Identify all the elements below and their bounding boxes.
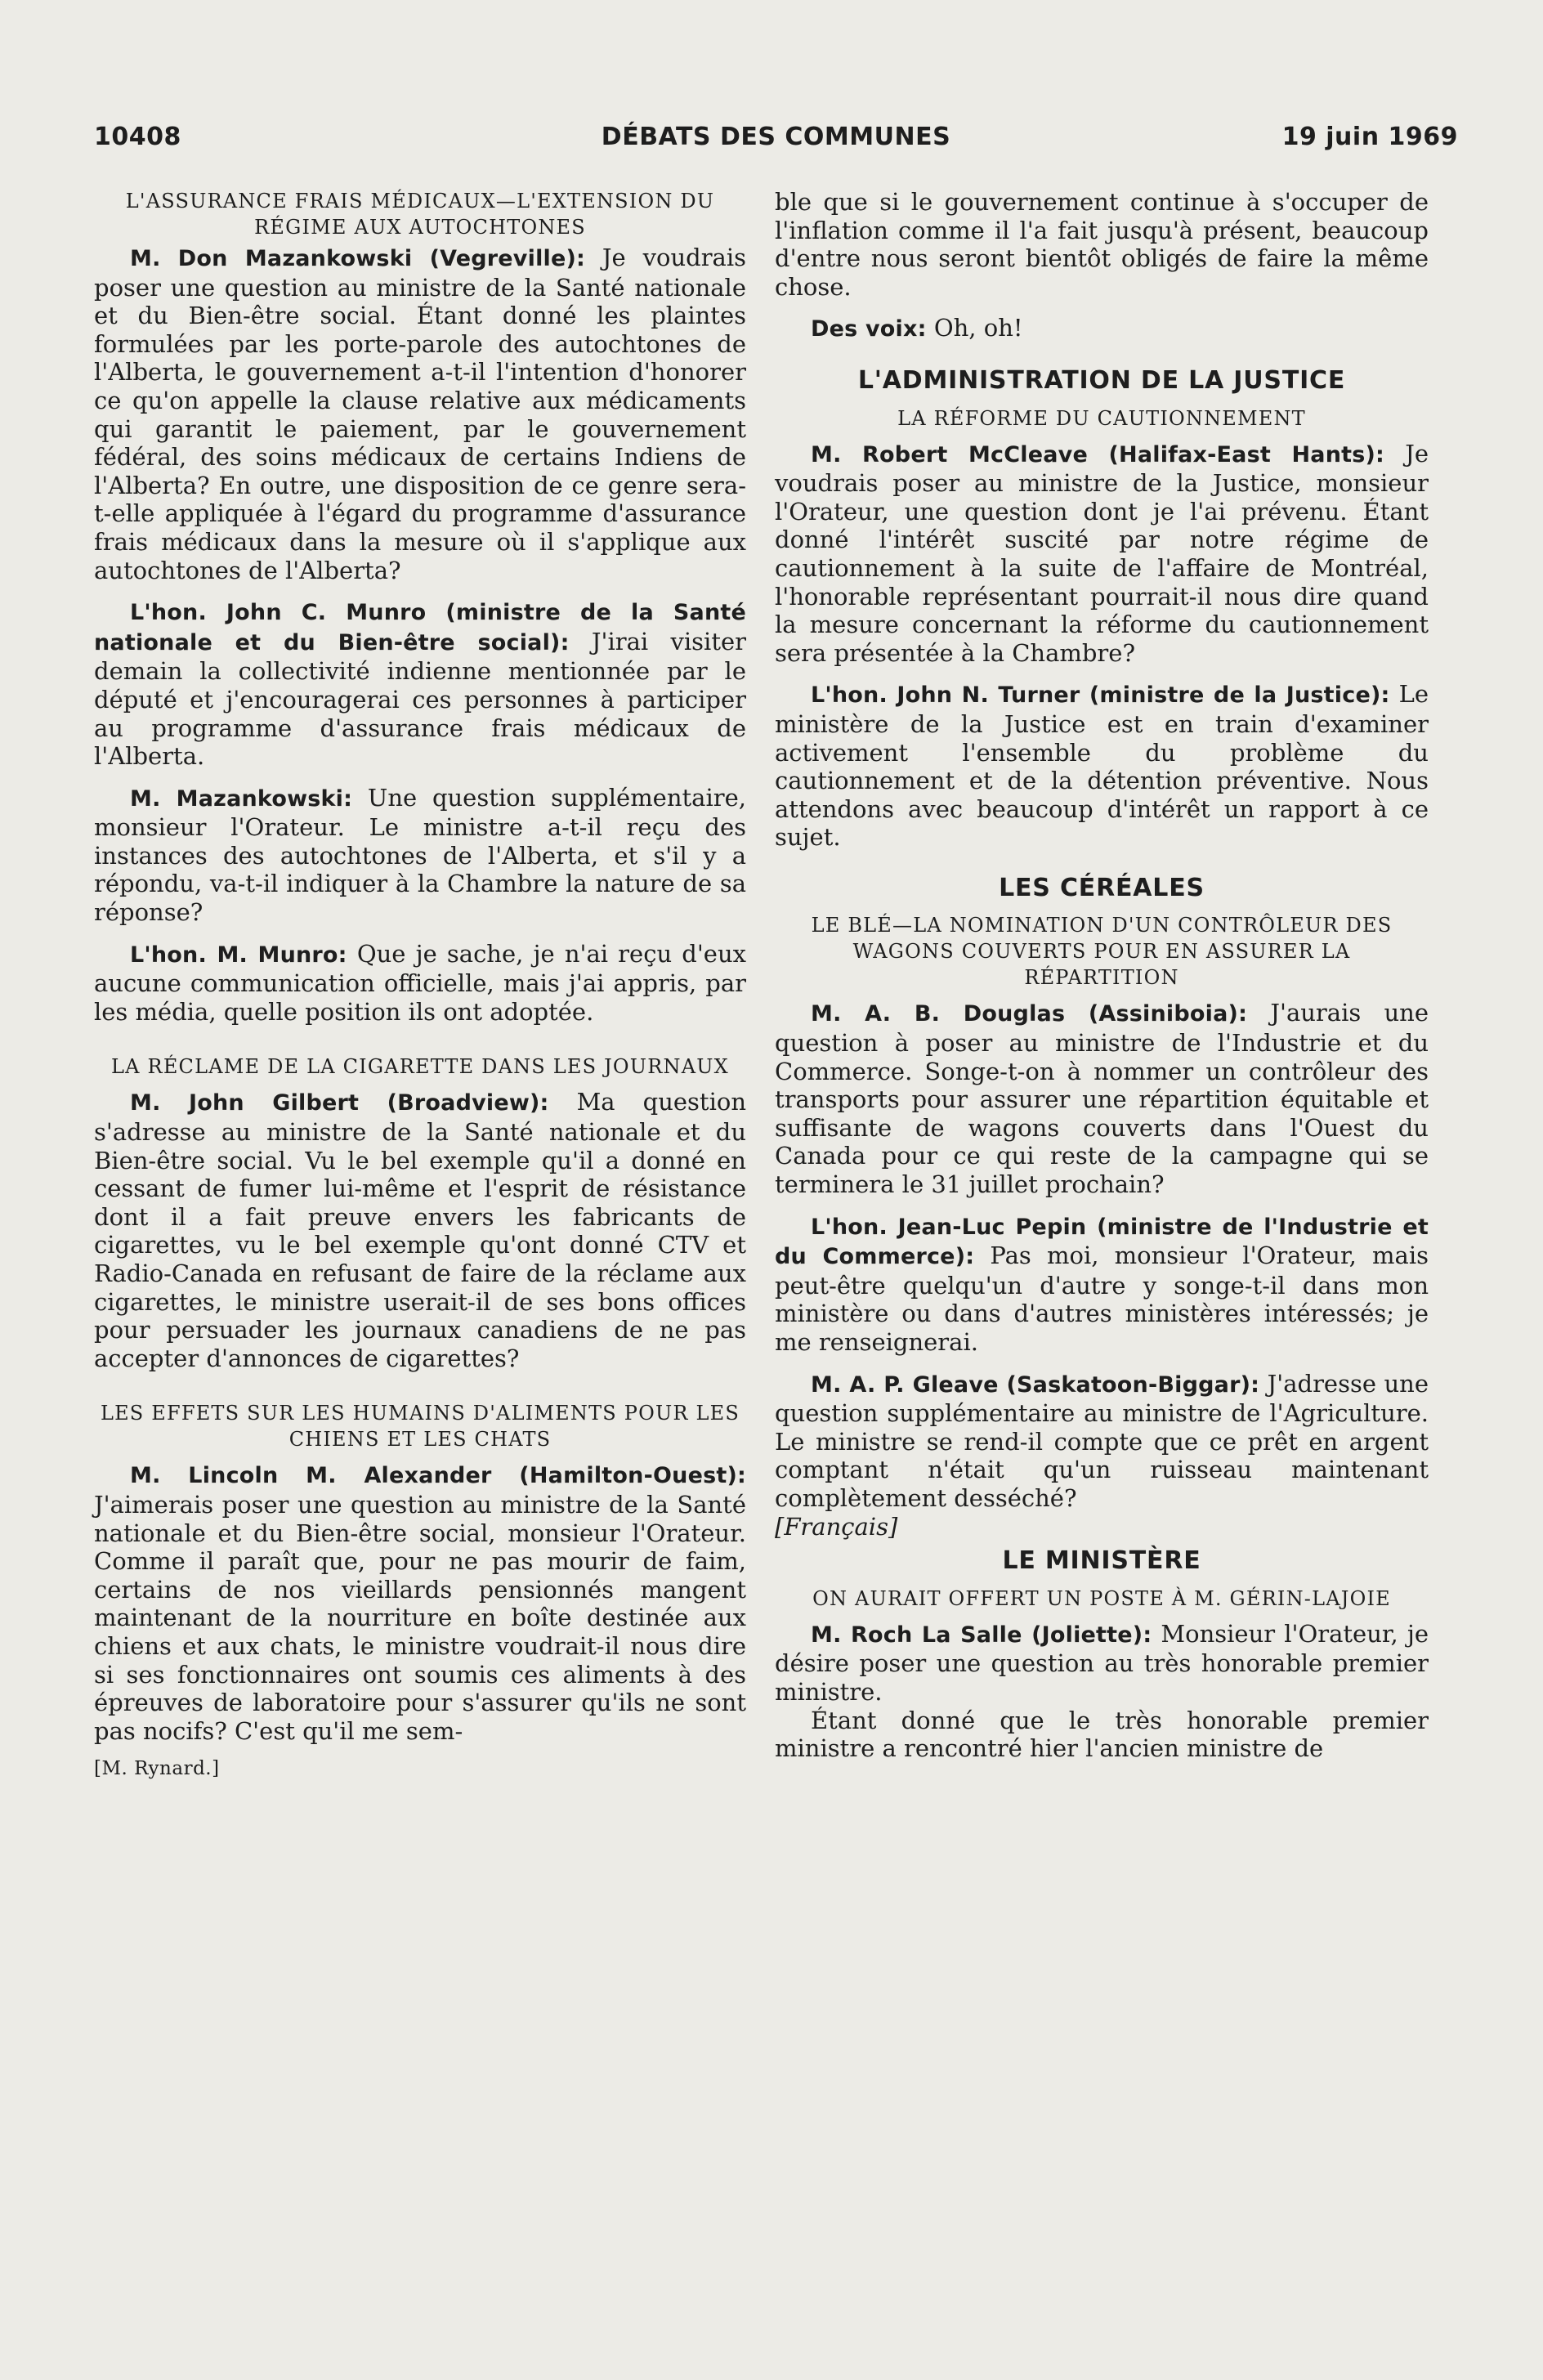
- speaker-name: M. John Gilbert (Broadview):: [130, 1090, 549, 1116]
- speaker-name: L'hon. John N. Turner (ministre de la Justice):: [811, 682, 1390, 709]
- speaker-name: M. Robert McCleave (Halifax-East Hants):: [811, 441, 1385, 468]
- paragraph: [775, 188, 1429, 301]
- heading-ministry: LE MINISTÈRE: [1002, 1546, 1201, 1576]
- publication-date: 19 juin 1969: [1281, 123, 1458, 151]
- footnote-speaker: [M. Rynard.]: [94, 1758, 220, 1780]
- paragraph-text: Monsieur l'Orateur, je désire poser une question au très honorable premier ministre.: [775, 1619, 1429, 1706]
- speaker-name: L'hon. Jean-Luc Pepin (ministre de l'Industrie et du Commerce):: [775, 1214, 1429, 1270]
- speaker-name: M. A. B. Douglas (Assiniboia):: [811, 1001, 1248, 1027]
- paragraph-text: Oh, oh!: [926, 314, 1023, 342]
- paragraph-text: J'aurais une question à poser au ministre de l'Industrie et du Commerce. Songe-t-on à nommer un contrôleur des transports pour assurer une répartition équitable et suffisante de wagons couverts dans l'Ouest du Canada pour ce qui reste de la campagne qui se terminera le 31 juillet prochain?: [775, 999, 1429, 1199]
- speaker-name: M. Mazankowski:: [130, 785, 353, 812]
- paragraph: [94, 940, 746, 1027]
- paragraph-text: Je voudrais poser une question au ministre de la Santé nationale et du Bien-être social. Étant donné les plaintes formulées par les porte-parole des autochtones de l'Alberta, le gouvernement a-t-il l'intention d'honorer ce qu'on appelle la clause relative aux médicaments qui garantit le paiement, par le gouvernement fédéral, des soins médicaux de certains Indiens de l'Alberta? En outre, une disposition de ce genre sera-t-elle appliquée à l'égard du programme d'assurance frais médicaux dans la mesure où il s'applique aux autochtones de l'Alberta?: [94, 244, 746, 584]
- subheading-wheat-controller: LE BLÉ—LA NOMINATION D'UN CONTRÔLEUR DES WAGONS COUVERTS POUR EN ASSURER LA RÉPARTITION: [811, 914, 1393, 990]
- page-header: [94, 123, 1458, 155]
- speaker-name: L'hon. John C. Munro (ministre de la Santé nationale et du Bien-être social):: [94, 600, 746, 655]
- speaker-name: M. Don Mazankowski (Vegreville):: [130, 246, 586, 271]
- paragraph: [775, 1620, 1429, 1707]
- paragraph: [775, 680, 1429, 852]
- left-column: [94, 188, 746, 1783]
- paragraph-text: Que je sache, je n'ai reçu d'eux aucune communication officielle, mais j'ai appris, par les média, quelle position ils ont adoptée.: [94, 939, 746, 1026]
- paragraph-text: Ma question s'adresse au ministre de la Santé nationale et du Bien-être social. Vu le bel exemple qu'il a donné en cessant de fumer lui-même et l'esprit de résistance dont il a fait preuve envers les fabricants de cigarettes, vu le bel exemple qu'ont donné CTV et Radio-Canada en refusant de faire de la réclame aux cigarettes, le ministre userait-il de ses bons offices pour persuader les journaux canadiens de ne pas accepter d'annonces de cigarettes?: [94, 1088, 746, 1372]
- paragraph-text: Le ministère de la Justice est en train d'examiner activement l'ensemble du problème du cautionnement et de la détention préventive. Nous attendons avec beaucoup d'intérêt un rapport à ce sujet.: [775, 680, 1429, 852]
- speaker-name: Des voix:: [811, 316, 927, 342]
- paragraph-text: Une question supplémentaire, monsieur l'Orateur. Le ministre a-t-il reçu des instances des autochtones de l'Alberta, et s'il y a répondu, va-t-il indiquer à la Chambre la nature de sa réponse?: [94, 783, 746, 927]
- paragraph: [775, 1212, 1429, 1357]
- language-marker: [Français]: [775, 1512, 898, 1541]
- heading-justice: L'ADMINISTRATION DE LA JUSTICE: [857, 365, 1346, 395]
- subheading-gerin-lajoie: ON AURAIT OFFERT UN POSTE À M. GÉRIN-LAJOIE: [812, 1586, 1391, 1610]
- paragraph: [94, 1461, 746, 1745]
- publication-title: DÉBATS DES COMMUNES: [601, 123, 951, 151]
- paragraph-text: J'adresse une question supplémentaire au ministre de l'Agriculture. Le ministre se rend-il compte que ce prêt en argent comptant n'était qu'un ruisseau maintenant complètement desséché?: [775, 1369, 1429, 1512]
- paragraph: [775, 1370, 1429, 1513]
- paragraph-text: J'irai visiter demain la collectivité indienne mentionnée par le député et j'encouragerai ces personnes à participer au programme d'assurance frais médicaux de l'Alberta.: [94, 627, 746, 771]
- speaker-name: M. Roch La Salle (Joliette):: [811, 1622, 1152, 1648]
- subheading-medical-insurance: L'ASSURANCE FRAIS MÉDICAUX—L'EXTENSION DU RÉGIME AUX AUTOCHTONES: [125, 190, 715, 239]
- paragraph: [94, 1088, 746, 1372]
- speaker-name: M. Lincoln M. Alexander (Hamilton-Ouest):: [130, 1463, 746, 1489]
- paragraph-text: Je voudrais poser au ministre de la Justice, monsieur l'Orateur, une question dont je l'ai prévenu. Étant donné l'intérêt suscité par notre régime de cautionnement à la suite de l'affaire de Montréal, l'honorable représentant pourrait-il nous dire quand la mesure concernant la réforme du cautionnement sera présentée à la Chambre?: [775, 439, 1429, 667]
- speaker-name: M. A. P. Gleave (Saskatoon-Biggar):: [811, 1371, 1260, 1398]
- paragraph: [775, 999, 1429, 1198]
- paragraph: [94, 244, 746, 584]
- subheading-bail-reform: LA RÉFORME DU CAUTIONNEMENT: [897, 406, 1306, 430]
- subheading-cigarette-ads: LA RÉCLAME DE LA CIGARETTE DANS LES JOURNAUX: [111, 1055, 729, 1079]
- paragraph: [775, 440, 1429, 668]
- paragraph: [775, 314, 1429, 344]
- paragraph-text: Étant donné que le très honorable premier ministre a rencontré hier l'ancien ministre de: [775, 1706, 1429, 1763]
- paragraph-text: ble que si le gouvernement continue à s'occuper de l'inflation comme il l'a fait jusqu'à présent, beaucoup d'entre nous seront bientôt obligés de faire la même chose.: [775, 188, 1429, 301]
- page-number: 10408: [94, 123, 181, 151]
- speaker-name: L'hon. M. Munro:: [130, 942, 347, 968]
- paragraph-text: J'aimerais poser une question au ministre de la Santé nationale et du Bien-être social, monsieur l'Orateur. Comme il paraît que, pour ne pas mourir de faim, certains de nos vieillards pensionnés mangent maintenant de la nourriture en boîte destinée aux chiens et aux chats, le ministre voudrait-il nous dire si ses fonctionnaires ont soumis ces aliments à des épreuves de laboratoire pour s'assurer qu'ils ne sont pas nocifs? C'est qu'il me sem-: [94, 1490, 746, 1745]
- paragraph: [94, 784, 746, 927]
- right-column: [775, 188, 1429, 1763]
- paragraph: [94, 597, 746, 771]
- subheading-pet-food: LES EFFETS SUR LES HUMAINS D'ALIMENTS POUR LES CHIENS ET LES CHATS: [100, 1402, 740, 1452]
- paragraph-text: Pas moi, monsieur l'Orateur, mais peut-être quelqu'un d'autre y songe-t-il dans mon ministère ou dans d'autres ministères intéressés; je me renseignerai.: [775, 1241, 1429, 1356]
- paragraph: [775, 1707, 1429, 1763]
- heading-cereals: LES CÉRÉALES: [999, 873, 1205, 902]
